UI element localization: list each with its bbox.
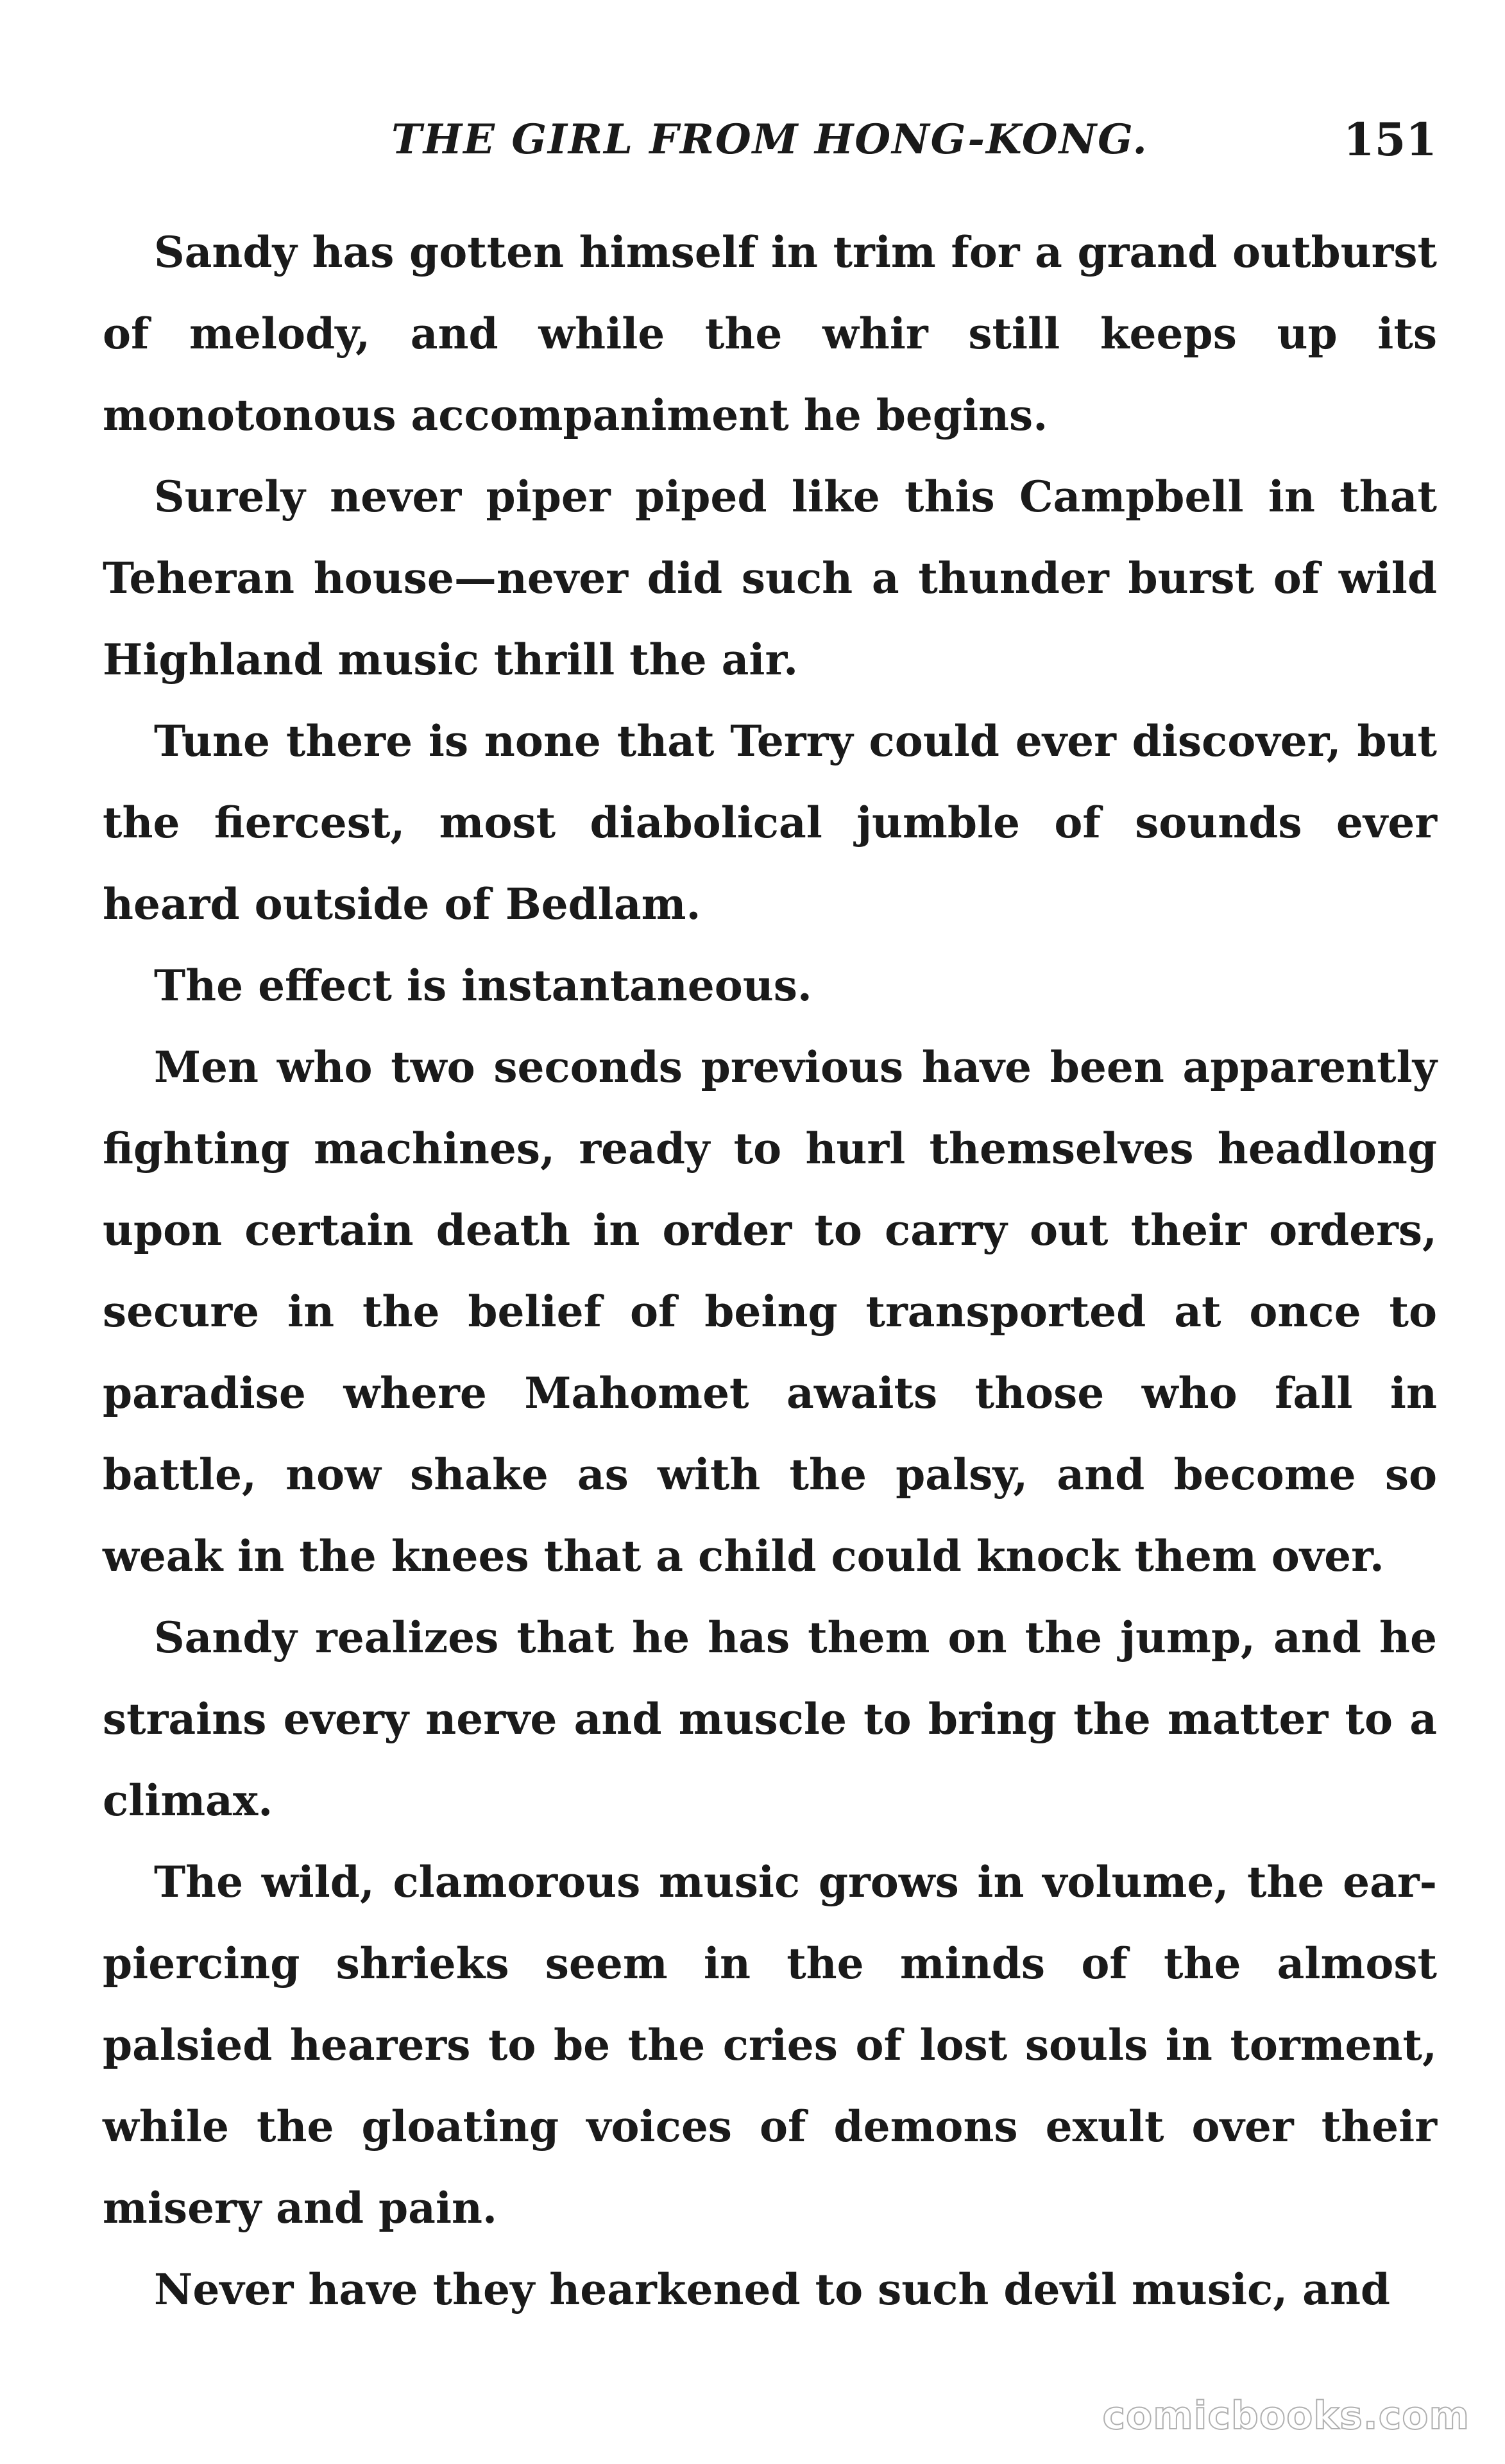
paragraph: Never have they hearkened to such devil music, and	[154, 2264, 1391, 2314]
paragraph: Tune there is none that Terry could ever discover, but the fiercest, most diabolical jumble of sounds ever heard outside of Bedlam.	[103, 716, 1437, 929]
watermark: comicbooks.com	[1102, 2393, 1470, 2438]
body-text	[103, 212, 1437, 2331]
paragraph: Men who two seconds previous have been apparently fighting machines, ready to hurl themselves headlong upon certain death in order to carry out their orders, secure in the belief of being transported at once to paradise where Mahomet awaits those who fall in battle, now shake as with the palsy, and become so weak in the knees that a child could knock them over.	[103, 1042, 1437, 1581]
running-title: THE GIRL FROM HONG-KONG.	[391, 116, 1148, 164]
paragraph: The effect is instantaneous.	[154, 961, 812, 1011]
running-head	[103, 113, 1437, 180]
paragraph: The wild, clamorous music grows in volume, the ear-piercing shrieks seem in the minds of the almost palsied hearers to be the cries of lost souls in torment, while the gloating voices of demons exult over their misery and pain.	[103, 1857, 1437, 2233]
paragraph: Sandy realizes that he has them on the jump, and he strains every nerve and muscle to bring the matter to a climax.	[103, 1613, 1437, 1826]
paragraph: Sandy has gotten himself in trim for a grand outburst of melody, and while the whir still keeps up its monotonous accompaniment he begins.	[103, 227, 1437, 440]
paragraph: Surely never piper piped like this Campbell in that Teheran house—never did such a thunder burst of wild Highland music thrill the air.	[103, 472, 1437, 685]
page-number: 151	[1343, 113, 1437, 166]
